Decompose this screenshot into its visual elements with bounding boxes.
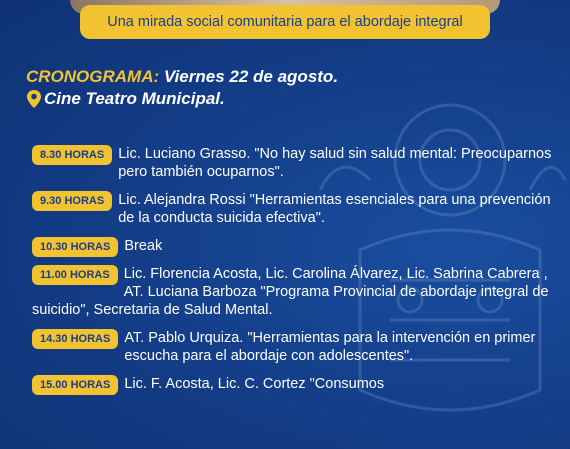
header-line [26, 67, 338, 87]
time-badge: 9.30 HORAS [32, 191, 112, 211]
schedule-item [32, 265, 552, 319]
session-text: Lic. F. Acosta, Lic. C. Cortez "Consumos [124, 376, 385, 392]
time-badge: 15.00 HORAS [32, 375, 118, 395]
schedule-item [32, 145, 552, 181]
time-badge: 8.30 HORAS [32, 145, 112, 165]
session-text: AT. Pablo Urquiza. "Herramientas para la intervención en primer escucha para el abordaje con adolescentes". [124, 330, 536, 364]
session-text: Lic. Luciano Grasso. "No hay salud sin salud mental: Preocuparnos pero también ocuparnos". [118, 146, 552, 180]
location-pin-icon [26, 89, 42, 109]
schedule-label: CRONOGRAMA: [26, 67, 160, 86]
schedule-item [32, 329, 552, 365]
schedule-header [26, 67, 338, 109]
subtitle-banner: Una mirada social comunitaria para el abordaje integral [80, 5, 490, 39]
session-text: Lic. Alejandra Rossi "Herramientas esenciales para una prevención de la conducta suicida efectiva". [118, 192, 551, 226]
schedule-item [32, 237, 552, 255]
venue-line [26, 89, 338, 109]
time-badge: 10.30 HORAS [32, 237, 118, 257]
schedule-list [32, 145, 552, 403]
schedule-item [32, 191, 552, 227]
event-date: Viernes 22 de agosto. [159, 67, 339, 86]
time-badge: 14.30 HORAS [32, 329, 118, 349]
session-text: Break [124, 238, 163, 254]
schedule-item [32, 375, 552, 393]
time-badge: 11.00 HORAS [32, 265, 118, 285]
venue-name: Cine Teatro Municipal. [44, 89, 225, 108]
session-text: Lic. Florencia Acosta, Lic. Carolina Álvarez, Lic. Sabrina Cabrera , AT. Luciana Barboza "Programa Provincial de abordaje integral de suicidio", Secretaria de Salud Mental. [32, 266, 549, 318]
